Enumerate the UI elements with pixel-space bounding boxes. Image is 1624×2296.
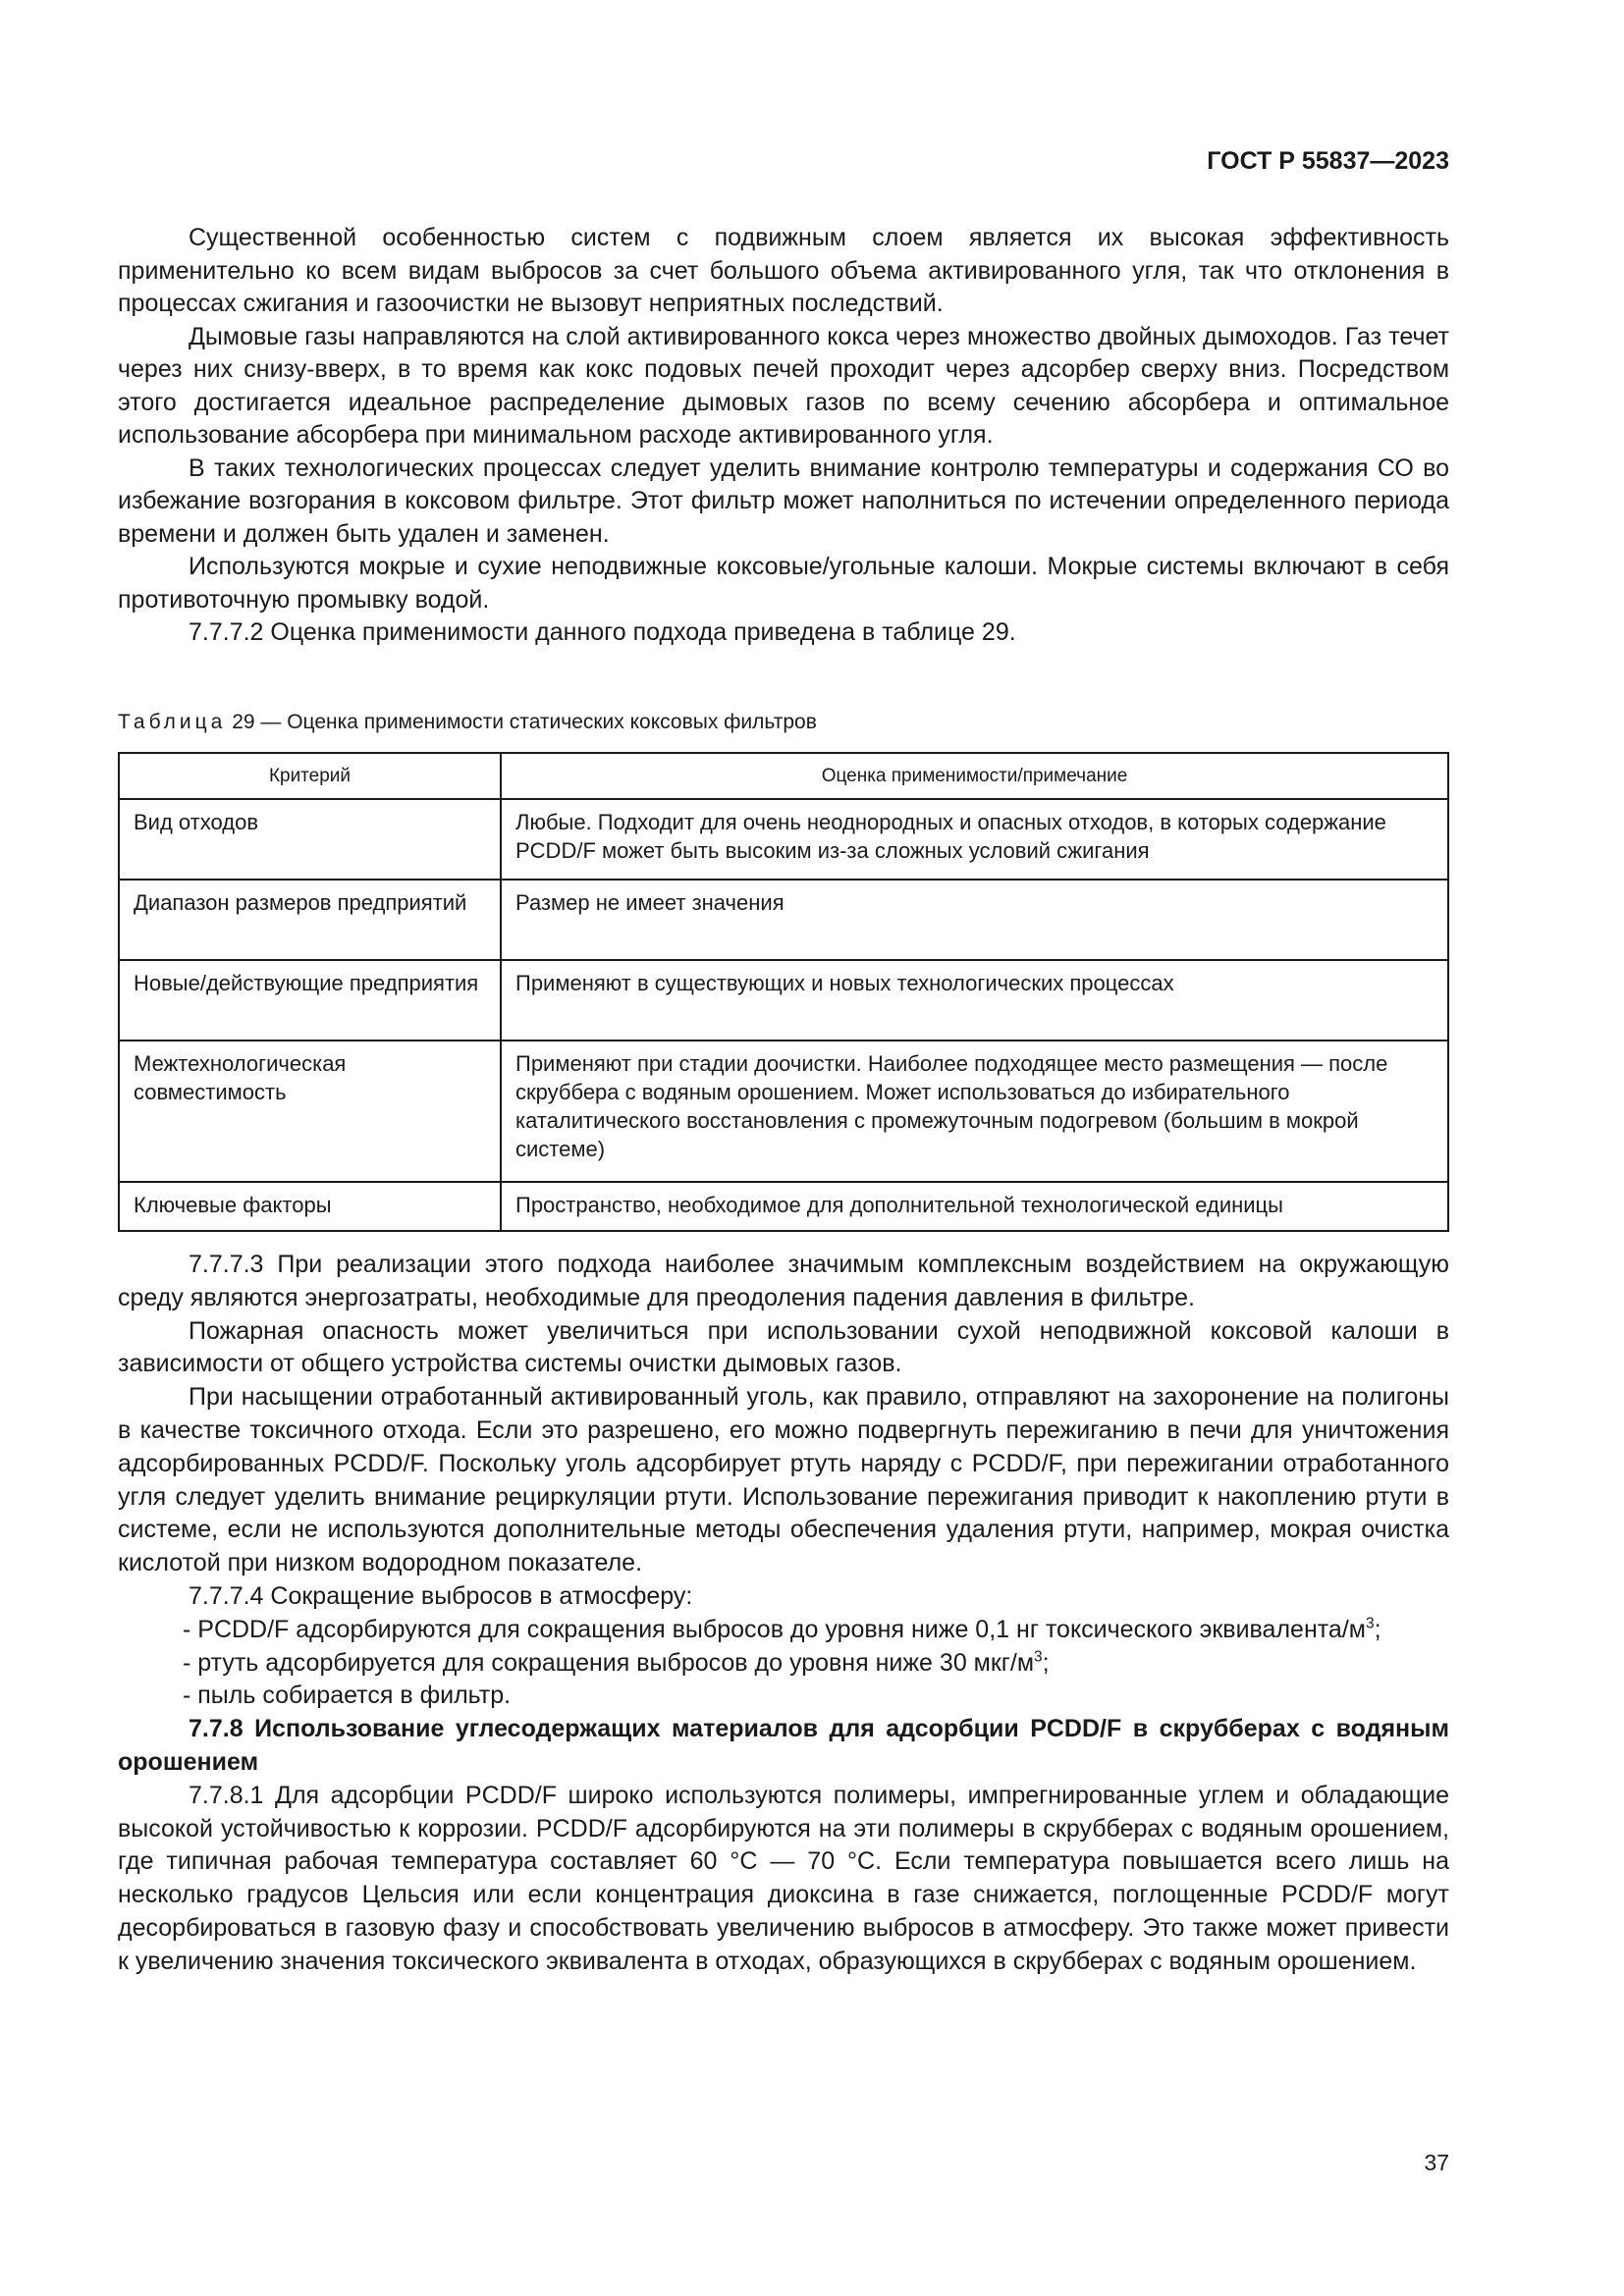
document-header: ГОСТ Р 55837—2023: [1207, 147, 1449, 175]
paragraph: 7.7.7.2 Оценка применимости данного подхода приведена в таблице 29.: [189, 618, 1016, 646]
table-header-row: [119, 753, 1448, 799]
paragraph: При насыщении отработанный активированный уголь, как правило, отправляют на захоронение на полигоны в качестве токсичного отхода. Если это разрешено, его можно подвергнуть пережиганию в печи для уничтожения адсорбированных PCDD/F. Поскольку уголь адсорбирует ртуть наряду с PCDD/F, при пережигании отработанного угля следует уделить внимание рециркуляции ртути. Использование пережигания приводит к накоплению ртути в системе, если не используются дополнительные методы обеспечения удаления ртути, например, мокрая очистка кислотой при низком водородном показателе.: [118, 1383, 1449, 1577]
dash-list-item: - пыль собирается в фильтр.: [183, 1682, 512, 1710]
criterion-cell: Диапазон размеров предприятий: [119, 880, 501, 960]
table-row: [119, 960, 1448, 1041]
assessment-cell: Размер не имеет значения: [501, 880, 1448, 960]
column-header-criterion: Критерий: [119, 753, 501, 799]
criterion-cell: Межтехнологическая совместимость: [119, 1041, 501, 1182]
criterion-cell: Ключевые факторы: [119, 1182, 501, 1231]
table-row: [119, 880, 1448, 960]
paragraph: Существенной особенностью систем с подвижным слоем является их высокая эффективность применительно ко всем видам выбросов за счет большого объема активированного угля, так что отклонения в процессах сжигания и газоочистки не вызовут неприятных последствий.: [118, 224, 1449, 317]
table-row: [119, 1041, 1448, 1182]
table-row: [119, 799, 1448, 880]
paragraph: 7.7.8.1 Для адсорбции PCDD/F широко используются полимеры, импрегнированные углем и обладающие высокой устойчивостью к коррозии. PCDD/F адсорбируются на эти полимеры в скрубберах с водяным орошением, где типичная рабочая температура составляет 60 °C — 70 °C. Если температура повышается всего лишь на несколько градусов Цельсия или если концентрация диоксина в газе снижается, поглощенные PCDD/F могут десорбироваться в газовую фазу и способствовать увеличению выбросов в атмосферу. Это также может привести к увеличению значения токсического эквивалента в отходах, образующихся в скрубберах с водяным орошением.: [118, 1781, 1449, 1975]
table-caption: [118, 711, 817, 734]
paragraph: 7.7.7.4 Сокращение выбросов в атмосферу:: [189, 1581, 693, 1610]
table-caption-label: Таблица: [118, 711, 227, 733]
section-heading: 7.7.8 Использование углесодержащих материалов для адсорбции PCDD/F в скрубберах с водяным орошением: [118, 1715, 1449, 1776]
paragraph: Пожарная опасность может увеличиться при использовании сухой неподвижной коксовой калоши в зависимости от общего устройства системы очистки дымовых газов.: [118, 1316, 1449, 1378]
paragraph: В таких технологических процессах следует уделить внимание контролю температуры и содержания СО во избежание возгорания в коксовом фильтре. Этот фильтр может наполниться по истечении определенного периода времени и должен быть удален и заменен.: [118, 454, 1449, 548]
column-header-assessment: Оценка применимости/примечание: [501, 753, 1448, 799]
superscript: 3: [1365, 1615, 1375, 1632]
paragraph: Дымовые газы направляются на слой активированного кокса через множество двойных дымоходов. Газ течет через них снизу-вверх, в то время как кокс подовых печей проходит через адсорбер сверху вниз. Посредством этого достигается идеальное распределение дымовых газов по всему сечению абсорбера и оптимальное использование абсорбера при минимальном расходе активированного угля.: [118, 322, 1449, 449]
assessment-cell: Пространство, необходимое для дополнительной технологической единицы: [501, 1182, 1448, 1231]
paragraph: Используются мокрые и сухие неподвижные коксовые/угольные калоши. Мокрые системы включают в себя противоточную промывку водой.: [118, 553, 1449, 614]
assessment-cell: Применяют в существующих и новых технологических процессах: [501, 960, 1448, 1041]
superscript: 3: [1034, 1648, 1043, 1666]
page-number: 37: [1424, 2150, 1449, 2175]
list-item-end: ;: [1374, 1615, 1381, 1643]
lower-text: [118, 1249, 1449, 1979]
table-row: [119, 1182, 1448, 1231]
dash-list-item: [118, 1614, 1449, 1647]
criterion-cell: Вид отходов: [119, 799, 501, 880]
list-item-text: - PCDD/F адсорбируются для сокращения выбросов до уровня ниже 0,1 нг токсического эквивалента/м: [183, 1615, 1366, 1643]
assessment-cell: Применяют при стадии доочистки. Наиболее подходящее место размещения — после скруббера с водяным орошением. Может использоваться до избирательного каталитического восстановления с промежуточным подогревом (большим в мокрой системе): [501, 1041, 1448, 1182]
table-caption-text: 29 — Оценка применимости статических коксовых фильтров: [232, 711, 817, 733]
paragraph: 7.7.7.3 При реализации этого подхода наиболее значимым комплексным воздействием на окружающую среду являются энергозатраты, необходимые для преодоления падения давления в фильтре.: [118, 1251, 1449, 1311]
applicability-table: [118, 752, 1449, 1232]
criterion-cell: Новые/действующие предприятия: [119, 960, 501, 1041]
assessment-cell: Любые. Подходит для очень неоднородных и опасных отходов, в которых содержание PCDD/F может быть высоким из-за сложных условий сжигания: [501, 799, 1448, 880]
dash-list-item: [118, 1647, 1449, 1681]
list-item-text: - ртуть адсорбируется для сокращения выбросов до уровня ниже 30 мкг/м: [183, 1648, 1035, 1677]
list-item-end: ;: [1042, 1648, 1050, 1677]
upper-text: [118, 222, 1449, 650]
